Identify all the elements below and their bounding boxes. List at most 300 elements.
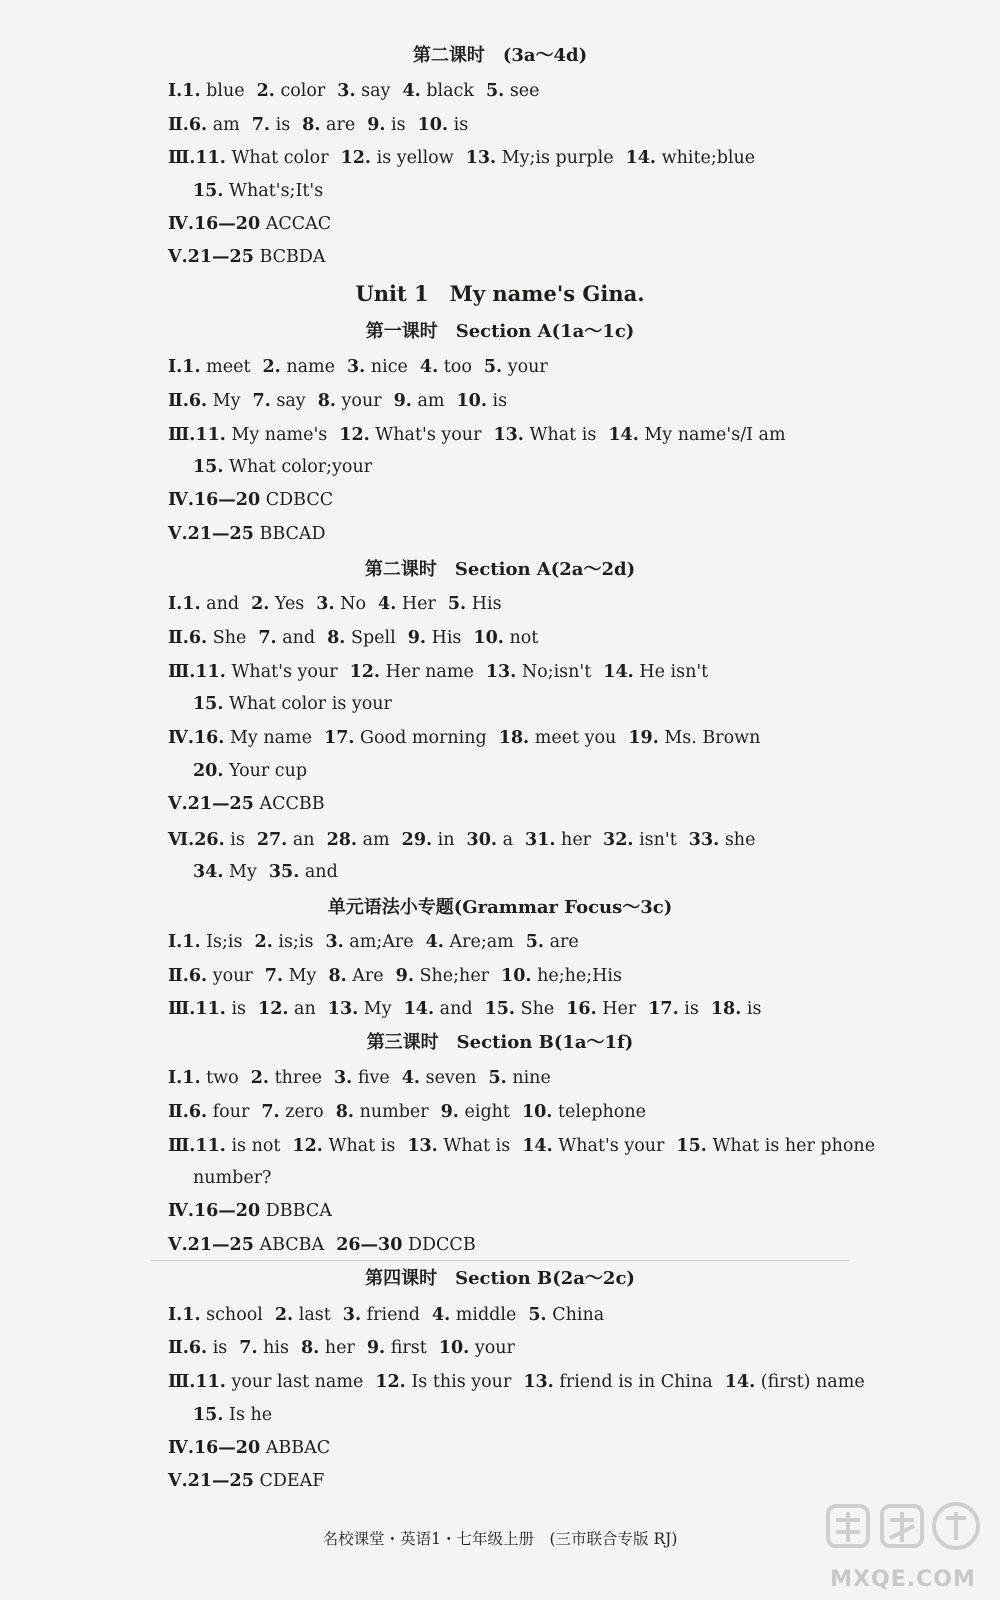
answer-text: three [274, 1068, 322, 1088]
answer-text: CDEAF [259, 1471, 325, 1491]
answer-text: His [431, 628, 462, 648]
question-number: 18. [498, 728, 530, 748]
answer-text: middle [455, 1305, 517, 1325]
answer-text: say [276, 391, 306, 411]
question-number: 32. [603, 830, 634, 850]
question-number: 12. [339, 425, 370, 445]
question-number: 9. [393, 391, 412, 411]
answer-line [168, 80, 540, 102]
answer-text: (first) name [760, 1372, 865, 1392]
question-number: 4. [425, 932, 444, 952]
answer-text: white;blue [661, 148, 756, 168]
answer-text: last [298, 1305, 331, 1325]
answer-text: Good morning [360, 728, 487, 748]
answer-text: two [206, 1068, 239, 1088]
answer-text: friend [366, 1305, 420, 1325]
answer-text: Is this your [411, 1372, 512, 1392]
question-number: 28. [326, 830, 358, 850]
lesson-heading: 第四课时 Section B(2a～2c) [365, 1268, 635, 1289]
question-number: 35. [268, 862, 300, 882]
unit-heading: Unit 1 My name's Gina. [355, 281, 645, 306]
question-number: 14. [625, 148, 657, 168]
answer-text: nice [370, 357, 408, 377]
question-number: 10. [438, 1338, 470, 1358]
roman-numeral: Ⅱ. [168, 966, 189, 986]
question-number: 8. [335, 1102, 354, 1122]
answer-text: friend is in China [559, 1372, 713, 1392]
answer-text: She [212, 628, 247, 648]
answer-text: zero [285, 1102, 324, 1122]
question-number: 6. [188, 966, 208, 986]
answer-line [168, 489, 333, 511]
answer-text: seven [425, 1068, 477, 1088]
question-number: 15. [676, 1136, 707, 1156]
answer-text: in [437, 830, 455, 850]
question-number: 4. [401, 1068, 421, 1088]
answer-line [168, 1470, 324, 1492]
question-number: 11. [195, 1372, 226, 1392]
question-number: 2. [254, 932, 273, 952]
answer-text: see [509, 81, 540, 101]
answer-line [193, 1404, 272, 1426]
question-number: 10. [456, 391, 487, 411]
answer-text: is yellow [376, 148, 454, 168]
question-number: 16—20 [193, 1201, 261, 1221]
roman-numeral: Ⅴ. [168, 247, 188, 267]
answer-text: meet you [534, 728, 617, 748]
question-number: 1. [182, 1068, 201, 1088]
question-number: 14. [724, 1372, 756, 1392]
question-number: 18. [710, 999, 742, 1019]
answer-text: number [359, 1102, 429, 1122]
question-number: 5. [488, 1068, 507, 1088]
answer-text: is [212, 1338, 228, 1358]
question-number: 5. [528, 1305, 547, 1325]
question-number: 26. [194, 830, 225, 850]
answer-text: and [206, 594, 240, 614]
answer-text: his [263, 1338, 289, 1358]
answer-text: Is he [229, 1405, 273, 1425]
answer-text: What is her phone [712, 1136, 876, 1156]
answer-line [168, 424, 786, 446]
question-number: 31. [525, 830, 556, 850]
answer-text: is [391, 115, 406, 135]
answer-text: school [206, 1305, 263, 1325]
question-number: 8. [317, 391, 336, 411]
question-number: 8. [328, 966, 347, 986]
answer-text: he;he;His [537, 966, 622, 986]
answer-line [193, 456, 372, 478]
roman-numeral: Ⅱ. [168, 115, 189, 135]
answer-text: What color [231, 148, 329, 168]
answer-line [168, 213, 331, 235]
question-number: 21—25 [187, 524, 254, 544]
question-number: 3. [316, 594, 335, 614]
question-number: 12. [258, 999, 289, 1019]
question-number: 13. [493, 425, 524, 445]
question-number: 8. [327, 628, 346, 648]
answer-text: your last name [231, 1372, 364, 1392]
question-number: 14. [608, 425, 639, 445]
answer-text: ABCBA [259, 1235, 325, 1255]
question-number: 8. [301, 1338, 320, 1358]
question-number: 13. [485, 662, 517, 682]
answer-text: My [288, 966, 317, 986]
answer-line [168, 998, 761, 1020]
roman-numeral: Ⅰ. [168, 1068, 183, 1088]
answer-text: What's your [558, 1136, 665, 1156]
question-number: 15. [193, 181, 224, 201]
answer-text: your [507, 357, 548, 377]
answer-text: No;isn't [521, 662, 592, 682]
question-number: 1. [182, 357, 201, 377]
roman-numeral: Ⅲ. [168, 425, 196, 445]
question-number: 16. [566, 999, 597, 1019]
roman-numeral: Ⅲ. [168, 999, 196, 1019]
answer-text: is [275, 115, 291, 135]
watermark-glyph-icon [822, 1498, 984, 1568]
question-number: 6. [188, 628, 208, 648]
answer-text: What's your [375, 425, 482, 445]
answer-text: His [471, 594, 502, 614]
question-number: 9. [395, 966, 414, 986]
question-number: 13. [465, 148, 497, 168]
question-number: 5. [525, 932, 545, 952]
question-number: 3. [333, 1068, 353, 1088]
answer-text: first [390, 1338, 427, 1358]
answer-line [168, 1200, 332, 1222]
answer-text: She [520, 999, 555, 1019]
question-number: 11. [195, 662, 226, 682]
answer-line [168, 593, 502, 615]
question-number: 10. [473, 628, 504, 648]
answer-line [168, 931, 579, 953]
answer-line [193, 180, 323, 202]
answer-text: number? [193, 1168, 272, 1188]
answer-line [193, 1167, 271, 1189]
question-number: 11. [195, 425, 226, 445]
answer-text: My [212, 391, 241, 411]
roman-numeral: Ⅵ. [168, 830, 195, 850]
question-number: 10. [501, 966, 532, 986]
answer-text: What color is your [229, 694, 392, 714]
answer-text: ACCAC [265, 214, 332, 234]
answer-text: is;is [278, 932, 314, 952]
question-number: 15. [193, 457, 224, 477]
answer-text: My name [229, 728, 313, 748]
answer-text: Yes [274, 594, 305, 614]
roman-numeral: Ⅲ. [168, 1136, 196, 1156]
answer-text: Are [352, 966, 384, 986]
answer-text: isn't [639, 830, 677, 850]
question-number: 10. [417, 115, 449, 135]
answer-text: My;is purple [501, 148, 614, 168]
answer-text: What's;It's [229, 181, 324, 201]
answer-line [168, 1371, 865, 1393]
question-number: 12. [349, 662, 381, 682]
question-number: 5. [485, 81, 505, 101]
roman-numeral: Ⅴ. [168, 794, 188, 814]
answer-text: ABBAC [265, 1438, 331, 1458]
question-number: 11. [195, 999, 226, 1019]
question-number: 4. [378, 594, 397, 614]
roman-numeral: Ⅲ. [168, 662, 196, 682]
answer-text: eight [464, 1102, 510, 1122]
answer-line [168, 793, 325, 815]
answer-text: BCBDA [259, 247, 326, 267]
question-number: 6. [188, 1338, 208, 1358]
answer-text: No [340, 594, 367, 614]
answer-text: He isn't [639, 662, 709, 682]
answer-line [168, 356, 548, 378]
roman-numeral: Ⅳ. [168, 1438, 194, 1458]
answer-text: My [229, 862, 257, 882]
question-number: 16—20 [193, 214, 261, 234]
question-number: 6. [188, 1102, 208, 1122]
answer-text: am;Are [349, 932, 414, 952]
question-number: 13. [407, 1136, 438, 1156]
answer-text: name [286, 357, 335, 377]
answer-text: nine [512, 1068, 551, 1088]
answer-text: not [509, 628, 539, 648]
section-divider [150, 1260, 850, 1261]
answer-line [168, 1101, 646, 1123]
roman-numeral: Ⅴ. [168, 1471, 188, 1491]
question-number: 33. [688, 830, 720, 850]
roman-numeral: Ⅳ. [168, 728, 194, 748]
answer-line [168, 114, 468, 136]
question-number: 12. [292, 1136, 323, 1156]
roman-numeral: Ⅰ. [168, 81, 183, 101]
answer-text: Ms. Brown [664, 728, 761, 748]
question-number: 19. [628, 728, 659, 748]
answer-text: are [549, 932, 579, 952]
question-number: 4. [402, 81, 421, 101]
question-number: 11. [195, 148, 226, 168]
question-number: 30. [466, 830, 497, 850]
question-number: 1. [182, 932, 201, 952]
answer-line [168, 1067, 551, 1089]
question-number: 6. [188, 115, 208, 135]
answer-text: am [362, 830, 390, 850]
roman-numeral: Ⅱ. [168, 628, 189, 648]
answer-text: am [212, 115, 240, 135]
question-number: 5. [483, 357, 503, 377]
lesson-heading: 第二课时 (3a～4d) [412, 45, 588, 66]
answer-text: is [453, 115, 469, 135]
question-number: 11. [195, 1136, 226, 1156]
question-number: 7. [264, 966, 284, 986]
answer-text: black [426, 81, 474, 101]
answer-text: What is [328, 1136, 396, 1156]
question-number: 4. [419, 357, 439, 377]
page-footer: 名校课堂・英语1・七年级上册 (三市联合专版 RJ) [322, 1530, 678, 1548]
question-number: 4. [431, 1305, 451, 1325]
question-number: 3. [325, 932, 344, 952]
answer-line [168, 1234, 476, 1256]
question-number: 2. [251, 594, 270, 614]
question-number: 15. [484, 999, 516, 1019]
lesson-heading: 第二课时 Section A(2a～2d) [364, 559, 636, 580]
answer-text: your [212, 966, 253, 986]
lesson-heading: 第三课时 Section B(1a～1f) [366, 1032, 634, 1053]
question-number: 20. [193, 761, 224, 781]
answer-text: an [294, 999, 316, 1019]
answer-text: My name's/I am [644, 425, 786, 445]
answer-text: blue [206, 81, 245, 101]
roman-numeral: Ⅰ. [168, 1305, 183, 1325]
answer-text: too [443, 357, 472, 377]
question-number: 7. [252, 391, 271, 411]
question-number: 14. [403, 999, 435, 1019]
answer-text: telephone [557, 1102, 646, 1122]
question-number: 12. [375, 1372, 406, 1392]
answer-text: an [292, 830, 315, 850]
question-number: 10. [521, 1102, 553, 1122]
answer-text: and [439, 999, 473, 1019]
answer-text: CDBCC [265, 490, 334, 510]
answer-text: She;her [419, 966, 490, 986]
lesson-heading: 第一课时 Section A(1a～1c) [365, 321, 635, 342]
answer-text: What is [443, 1136, 511, 1156]
answer-text: your [474, 1338, 515, 1358]
roman-numeral: Ⅰ. [168, 932, 183, 952]
watermark-text: MXQE.COM [830, 1567, 976, 1592]
answer-text: Is;is [206, 932, 243, 952]
answer-text: Your cup [229, 761, 308, 781]
question-number: 3. [337, 81, 356, 101]
answer-text: China [552, 1305, 605, 1325]
roman-numeral: Ⅴ. [168, 524, 188, 544]
answer-line [193, 861, 338, 883]
roman-numeral: Ⅰ. [168, 357, 183, 377]
question-number: 21—25 [187, 247, 254, 267]
question-number: 14. [522, 1136, 553, 1156]
answer-line [168, 1437, 330, 1459]
question-number: 7. [261, 1102, 280, 1122]
answer-text: Her [602, 999, 637, 1019]
question-number: 16—20 [193, 490, 261, 510]
question-number: 9. [440, 1102, 459, 1122]
question-number: 29. [401, 830, 433, 850]
question-number: 13. [523, 1372, 554, 1392]
question-number: 16—20 [193, 1438, 261, 1458]
question-number: 21—25 [187, 794, 254, 814]
question-number: 16. [193, 728, 225, 748]
question-number: 12. [340, 148, 372, 168]
answer-text: four [212, 1102, 250, 1122]
answer-text: meet [206, 357, 251, 377]
answer-text: color [280, 81, 326, 101]
answer-text: is not [231, 1136, 281, 1156]
question-number: 5. [447, 594, 467, 614]
roman-numeral: Ⅳ. [168, 490, 194, 510]
answer-text: is [492, 391, 508, 411]
question-number: 15. [193, 694, 224, 714]
answer-line [168, 147, 755, 169]
answer-line [168, 661, 708, 683]
roman-numeral: Ⅰ. [168, 594, 183, 614]
question-number: 7. [258, 628, 277, 648]
answer-text: is [684, 999, 699, 1019]
answer-text: My [363, 999, 392, 1019]
answer-line [193, 693, 392, 715]
answer-text: Her name [385, 662, 474, 682]
question-number: 1. [182, 81, 201, 101]
roman-numeral: Ⅴ. [168, 1235, 188, 1255]
question-number: 21—25 [187, 1235, 254, 1255]
answer-line [168, 829, 755, 851]
question-number: 8. [302, 115, 321, 135]
roman-numeral: Ⅱ. [168, 391, 189, 411]
answer-text: Spell [350, 628, 396, 648]
answer-line [168, 1135, 875, 1157]
answer-text: Are;am [449, 932, 514, 952]
answer-text: What's your [231, 662, 338, 682]
answer-line [168, 246, 326, 268]
question-number: 17. [324, 728, 355, 748]
question-number: 21—25 [187, 1471, 254, 1491]
question-number: 1. [182, 594, 201, 614]
question-number: 6. [188, 391, 208, 411]
question-number: 2. [250, 1068, 269, 1088]
answer-line [168, 1337, 515, 1359]
answer-line [168, 627, 538, 649]
answer-text: a [502, 830, 514, 850]
answer-line [168, 390, 507, 412]
roman-numeral: Ⅲ. [168, 148, 196, 168]
answer-text: am [417, 391, 445, 411]
answer-text: is [230, 830, 245, 850]
question-number: 17. [648, 999, 679, 1019]
question-number: 7. [239, 1338, 258, 1358]
question-number: 34. [193, 862, 224, 882]
answer-text: DDCCB [407, 1235, 476, 1255]
roman-numeral: Ⅲ. [168, 1372, 196, 1392]
question-number: 1. [182, 1305, 201, 1325]
question-number: 7. [251, 115, 271, 135]
answer-text: five [357, 1068, 390, 1088]
question-number: 2. [262, 357, 281, 377]
answer-text: My name's [231, 425, 328, 445]
answer-text: is [231, 999, 247, 1019]
answer-text: say [361, 81, 391, 101]
roman-numeral: Ⅱ. [168, 1338, 189, 1358]
roman-numeral: Ⅳ. [168, 214, 194, 234]
question-number: 3. [342, 1305, 362, 1325]
question-number: 13. [327, 999, 359, 1019]
answer-text: she [724, 830, 756, 850]
question-number: 9. [407, 628, 426, 648]
answer-line [168, 523, 326, 545]
answer-text: ACCBB [259, 794, 325, 814]
question-number: 27. [256, 830, 288, 850]
answer-line [168, 965, 622, 987]
answer-text: BBCAD [259, 524, 326, 544]
answer-line [168, 1304, 604, 1326]
question-number: 3. [347, 357, 366, 377]
answer-text: Her [401, 594, 436, 614]
answer-text: her [561, 830, 592, 850]
question-number: 2. [274, 1305, 294, 1325]
question-number: 15. [193, 1405, 224, 1425]
answer-text: What color;your [229, 457, 373, 477]
question-number: 14. [603, 662, 634, 682]
answer-line [168, 727, 760, 749]
answer-line [193, 760, 307, 782]
answer-text: is [746, 999, 762, 1019]
question-number: 9. [366, 1338, 386, 1358]
